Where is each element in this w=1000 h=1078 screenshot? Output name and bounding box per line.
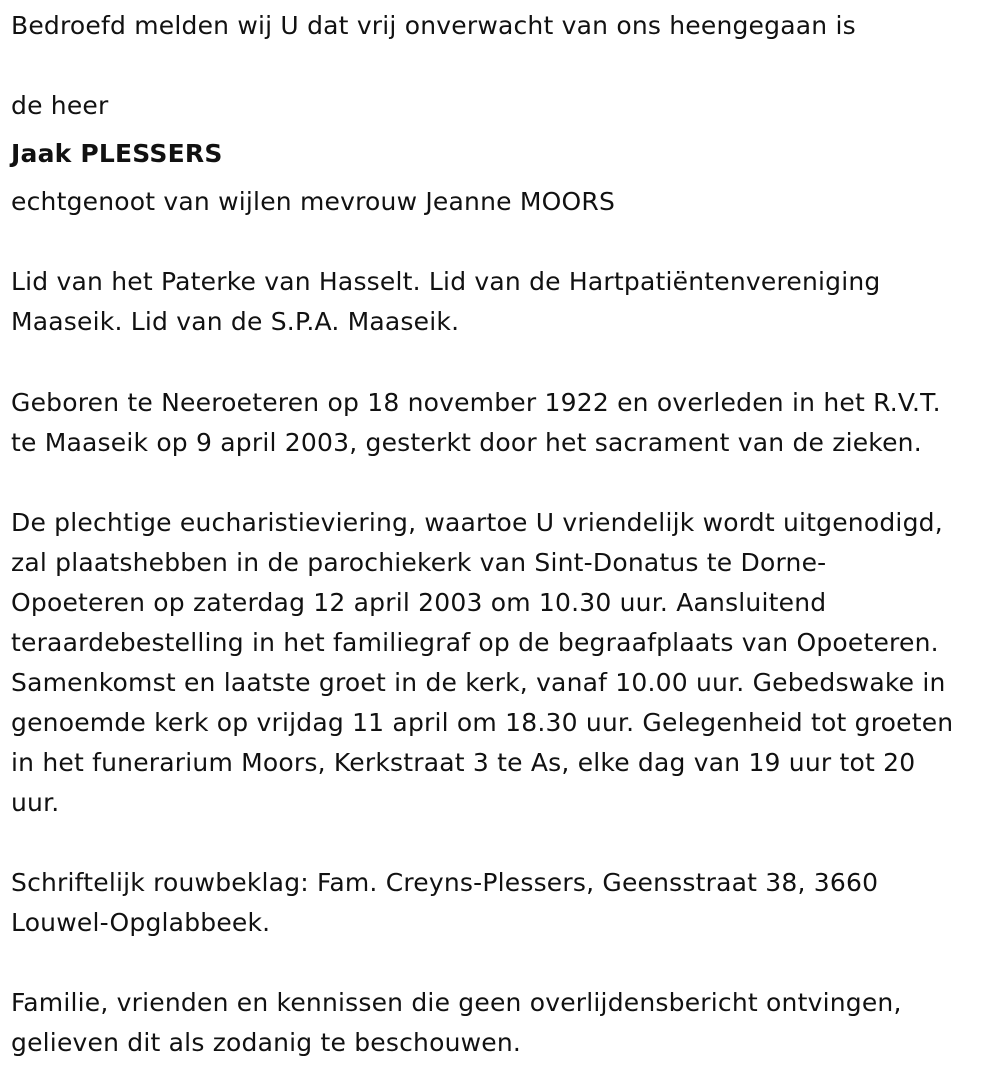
- birth-death-line: Geboren te Neeroeteren op 18 november 1922 en overleden in het R.V.T.: [11, 388, 941, 417]
- closing-line: Familie, vrienden en kennissen die geen overlijdensbericht ontvingen,: [11, 988, 902, 1017]
- closing-line: gelieven dit als zodanig te beschouwen.: [11, 1028, 522, 1057]
- ceremony-line: in het funerarium Moors, Kerkstraat 3 te As, elke dag van 19 uur tot 20: [11, 748, 916, 777]
- title-prefix: de heer: [11, 91, 109, 120]
- ceremony-line: De plechtige eucharistieviering, waartoe U vriendelijk wordt uitgenodigd,: [11, 508, 943, 537]
- ceremony-line: teraardebestelling in het familiegraf op de begraafplaats van Opoeteren.: [11, 628, 939, 657]
- condolences-line: Louwel-Opglabbeek.: [11, 908, 271, 937]
- ceremony-line: Samenkomst en laatste groet in de kerk, vanaf 10.00 uur. Gebedswake in: [11, 668, 946, 697]
- intro-text: Bedroefd melden wij U dat vrij onverwacht van ons heengegaan is: [11, 11, 856, 40]
- spouse-text: echtgenoot van wijlen mevrouw Jeanne MOORS: [11, 187, 616, 216]
- memberships-line: Maaseik. Lid van de S.P.A. Maaseik.: [11, 307, 460, 336]
- ceremony-line: Opoeteren op zaterdag 12 april 2003 om 10.30 uur. Aansluitend: [11, 588, 827, 617]
- condolences-line: Schriftelijk rouwbeklag: Fam. Creyns-Plessers, Geensstraat 38, 3660: [11, 868, 879, 897]
- deceased-name: Jaak PLESSERS: [11, 139, 223, 168]
- ceremony-line: zal plaatshebben in de parochiekerk van Sint-Donatus te Dorne-: [11, 548, 827, 577]
- memberships-line: Lid van het Paterke van Hasselt. Lid van de Hartpatiëntenvereniging: [11, 267, 881, 296]
- ceremony-line: genoemde kerk op vrijdag 11 april om 18.30 uur. Gelegenheid tot groeten: [11, 708, 954, 737]
- ceremony-line: uur.: [11, 788, 60, 817]
- birth-death-line: te Maaseik op 9 april 2003, gesterkt door het sacrament van de zieken.: [11, 428, 922, 457]
